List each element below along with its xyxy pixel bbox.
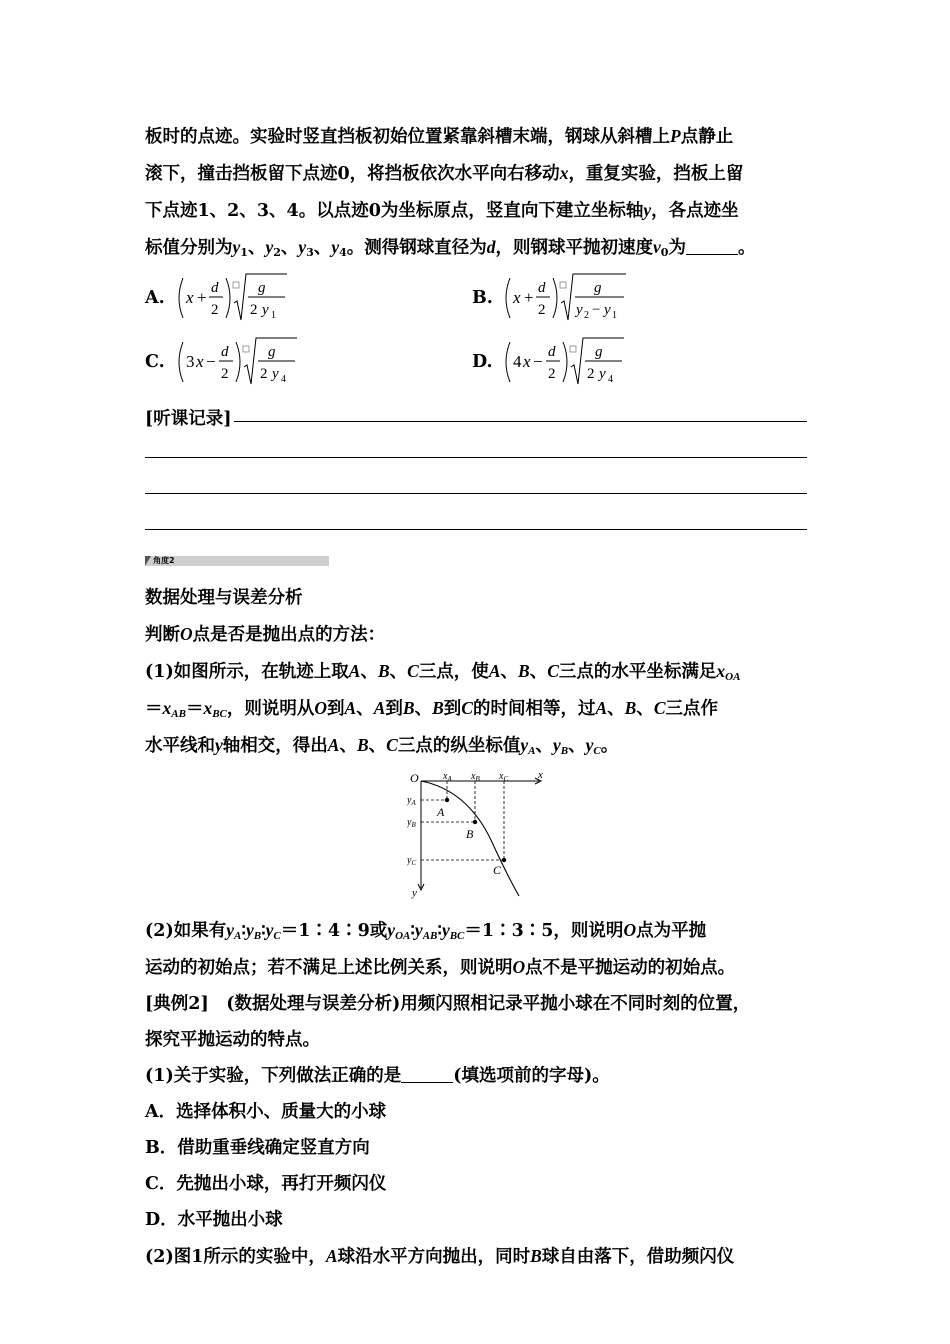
step1-line-3: 水平线和y轴相交，得出A、B、C三点的纵坐标值$y_A$、$y_B$、$y_C$。 [145,735,619,757]
svg-text:x: x [513,288,521,307]
svg-text:3: 3 [186,352,195,371]
svg-text:4: 4 [281,374,286,385]
svg-text:4: 4 [513,352,522,371]
q1-answer-blank[interactable] [401,1066,453,1083]
notes-line-2[interactable] [145,430,807,466]
step1-line-1: (1)如图所示，在轨迹上取A、B、C三点，使A、B、C三点的水平坐标满足$x_{OA}$ [145,661,741,683]
origin-label: O [410,771,419,785]
svg-text:2: 2 [250,302,258,318]
option-b-label: B. [472,288,493,308]
option-c[interactable] [145,330,331,394]
formula-d [498,332,658,392]
svg-text:+: + [197,288,207,307]
point-a [445,798,449,802]
svg-text:C: C [493,863,502,877]
svg-text:B: B [466,827,474,841]
svg-text:yC: $y_C$ [407,855,417,867]
svg-text:xA: $x_A$ [443,771,452,783]
formula-b [498,268,648,328]
option-c-label: C. [145,352,165,372]
option-b[interactable] [472,266,648,330]
svg-text:yB: $y_B$ [407,817,416,829]
example-line-2: 探究平抛运动的特点。 [145,1030,320,1050]
intro-line-2: 滚下，撞击挡板留下点迹0，将挡板依次水平向右移动x，重复实验，挡板上留 [145,163,744,184]
svg-text:2: 2 [584,310,589,321]
notes-line-4[interactable] [145,502,807,538]
choice-b[interactable]: B．借助重垂线确定竖直方向 [145,1138,370,1158]
options-row-2 [145,330,807,394]
page [145,118,807,1275]
svg-text:2: 2 [211,302,219,318]
option-d-label: D. [472,352,493,372]
choice-d[interactable]: D．水平抛出小球 [145,1210,283,1230]
svg-text:4: 4 [608,374,613,385]
svg-text:−: − [533,352,543,371]
svg-text:d: d [548,344,556,360]
svg-text:g: g [268,344,276,360]
svg-text:g: g [594,280,602,296]
svg-text:2: 2 [548,366,556,382]
option-a[interactable] [145,266,321,330]
y-axis-label: y [412,887,417,899]
intro-line-4: 标值分别为$y_1$、$y_2$、$y_3$、$y_4$。测得钢球直径为d，则钢球平抛初速度$v_0$为 。 [145,237,756,259]
svg-text:A: A [437,805,445,819]
svg-text:2: 2 [260,366,268,382]
svg-text:d: d [211,280,219,296]
choice-a[interactable]: A．选择体积小、质量大的小球 [145,1102,387,1122]
notes-line-3[interactable] [145,466,807,502]
svg-text:d: d [221,344,229,360]
svg-text:xC: $x_C$ [499,771,509,783]
svg-text:y: y [262,302,269,318]
point-c [502,858,506,862]
angle-tag: 角度2 [145,556,329,566]
question-1: (1)关于实验，下列做法正确的是 (填选项前的字母)。 [145,1066,610,1086]
formula-c [171,332,331,392]
options-row-1 [145,266,807,330]
svg-text:x: x [186,288,194,307]
svg-text:y: y [272,366,279,382]
svg-text:y: y [604,302,611,318]
question-2: (2)图1所示的实验中，A球沿水平方向抛出，同时B球自由落下，借助频闪仪 [145,1246,735,1267]
option-d[interactable] [472,330,658,394]
section-title: 数据处理与误差分析 [145,588,303,608]
svg-text:−: − [592,302,601,318]
notes-heading: [听课记录] [145,409,232,429]
point-b [473,820,477,824]
svg-text:x: x [196,352,204,371]
svg-text:2: 2 [587,366,595,382]
svg-text:x: x [523,352,531,371]
trajectory-figure [145,770,807,910]
example-line-1: [典例2] (数据处理与误差分析)用频闪照相记录平抛小球在不同时刻的位置， [145,994,751,1014]
svg-text:2: 2 [221,366,229,382]
svg-text:−: − [206,352,216,371]
notes-heading-row [145,394,807,430]
svg-text:1: 1 [612,310,617,321]
svg-text:g: g [595,344,603,360]
step2-line-1: (2)如果有$y_A∶y_B∶y_C=1∶4∶9$或$y_{OA}∶y_{AB}∶y_{BC}=1∶3∶5$，则说明O点为平抛 [145,920,707,942]
choice-c[interactable]: C．先抛出小球，再打开频闪仪 [145,1174,387,1194]
intro-line-1: 板时的点迹。实验时竖直挡板初始位置紧靠斜槽末端，钢球从斜槽上P点静止 [145,126,734,147]
intro-line-3: 下点迹1、2、3、4。以点迹0为坐标原点，竖直向下建立坐标轴y，各点迹坐 [145,200,739,221]
svg-text:y: y [576,302,583,318]
svg-text:2: 2 [538,302,546,318]
svg-text:g: g [258,280,266,296]
step1-line-2: $=x_{AB}=x_{BC}$，则说明从O到A、A到B、B到C的时间相等，过A、B、C三点作 [145,698,719,720]
svg-text:1: 1 [271,310,276,321]
method-intro: 判断O点是否是抛出点的方法： [145,624,386,645]
svg-text:xB: $x_B$ [471,771,480,783]
svg-text:yA: $y_A$ [407,795,416,807]
option-a-label: A. [145,288,165,308]
step2-line-2: 运动的初始点；若不满足上述比例关系，则说明O点不是平抛运动的初始点。 [145,957,736,978]
x-axis-label: x [538,770,543,781]
svg-text:y: y [599,366,606,382]
svg-text:d: d [538,280,546,296]
notes-line-1[interactable] [234,421,807,422]
formula-a [171,268,321,328]
answer-blank[interactable] [686,238,738,255]
svg-text:+: + [524,288,534,307]
